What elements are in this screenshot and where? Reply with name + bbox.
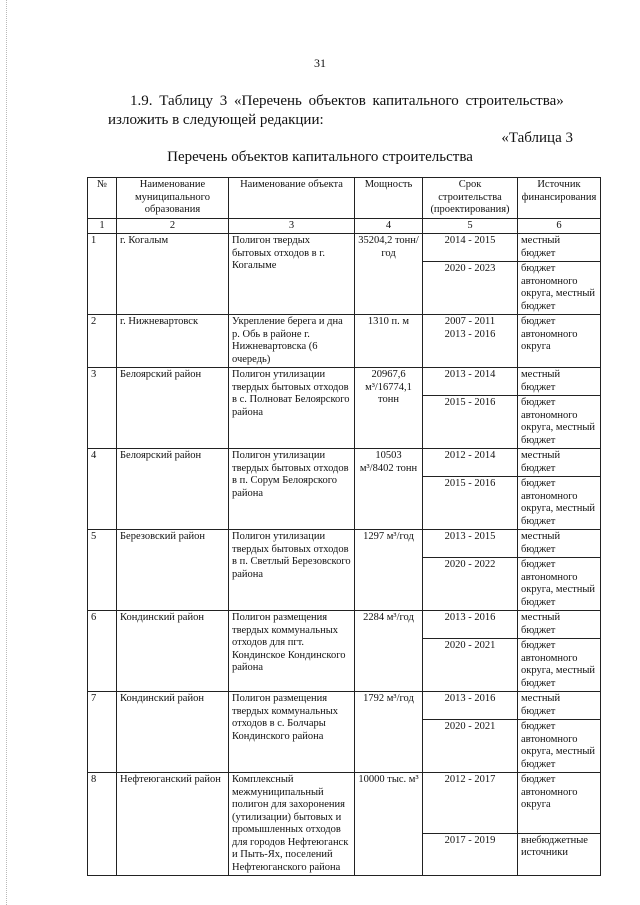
capacity-cell: 10503 м³/8402 тонн: [355, 449, 423, 530]
object-cell: Полигон утилизации твердых бытовых отходов в с. Полноват Белоярского района: [229, 368, 355, 449]
source-cell: местный бюджет: [518, 530, 601, 558]
intro-paragraph: [108, 92, 588, 130]
intro-line-2: изложить в следующей редакции:: [108, 112, 324, 128]
source-cell: местный бюджет: [518, 449, 601, 477]
source-cell: бюджет автономного округа, местный бюджет: [518, 396, 601, 449]
table-body: [88, 234, 601, 876]
capacity-cell: 20967,6 м³/16774,1 тонн: [355, 368, 423, 449]
table-row: [88, 692, 601, 720]
capacity-cell: 1297 м³/год: [355, 530, 423, 611]
table-title: Перечень объектов капитального строительства: [167, 149, 473, 165]
capacity-cell: 35204,2 тонн/год: [355, 234, 423, 315]
object-cell: Полигон размещения твердых коммунальных отходов для пгт. Кондинское Кондинского района: [229, 611, 355, 692]
table-row: [88, 368, 601, 396]
source-cell: местный бюджет: [518, 611, 601, 639]
object-cell: Комплексный межмуниципальный полигон для захоронения (утилизации) бытовых и промышленных отходов для городов Нефтеюганск и Пыть-Ях, поселений Нефтеюганского района: [229, 773, 355, 876]
row-number: 5: [88, 530, 117, 611]
source-cell: бюджет автономного округа, местный бюджет: [518, 477, 601, 530]
period-cell: 2014 - 2015: [423, 234, 518, 262]
page-edge-line: [6, 0, 8, 905]
header-municipality: Наименование муниципального образования: [117, 178, 229, 219]
header-capacity: Мощность: [355, 178, 423, 219]
object-cell: Укрепление берега и дна р. Обь в районе г. Нижневартовска (6 очередь): [229, 315, 355, 368]
municipality-cell: Белоярский район: [117, 368, 229, 449]
table-row: [88, 773, 601, 834]
object-cell: Полигон размещения твердых коммунальных отходов в с. Болчары Кондинского района: [229, 692, 355, 773]
municipality-cell: Кондинский район: [117, 692, 229, 773]
header-object: Наименование объекта: [229, 178, 355, 219]
municipality-cell: Белоярский район: [117, 449, 229, 530]
source-cell: бюджет автономного округа, местный бюджет: [518, 262, 601, 315]
period-cell: 2013 - 2016: [423, 692, 518, 720]
object-cell: Полигон утилизации твердых бытовых отходов в п. Светлый Березовского района: [229, 530, 355, 611]
header-num: №: [88, 178, 117, 219]
page-number: 31: [314, 56, 326, 70]
table-row: [88, 611, 601, 639]
header-period: Срок строительства (проектирования): [423, 178, 518, 219]
table-row: [88, 234, 601, 262]
intro-line-1: 1.9. Таблицу 3 «Перечень объектов капитального строительства»: [130, 93, 564, 109]
capacity-cell: 2284 м³/год: [355, 611, 423, 692]
period-cell: 2015 - 2016: [423, 477, 518, 530]
column-number: 3: [229, 218, 355, 234]
municipality-cell: Нефтеюганский район: [117, 773, 229, 876]
source-cell: бюджет автономного округа, местный бюджет: [518, 639, 601, 692]
capacity-cell: 10000 тыс. м³: [355, 773, 423, 876]
table-row: [88, 530, 601, 558]
capacity-cell: 1792 м³/год: [355, 692, 423, 773]
column-number: 5: [423, 218, 518, 234]
source-cell: местный бюджет: [518, 692, 601, 720]
source-cell: бюджет автономного округа, местный бюджет: [518, 558, 601, 611]
municipality-cell: Березовский район: [117, 530, 229, 611]
table-row: [88, 449, 601, 477]
row-number: 4: [88, 449, 117, 530]
period-cell: 2013 - 2016: [423, 611, 518, 639]
period-cell: 2017 - 2019: [423, 833, 518, 875]
source-cell: бюджет автономного округа: [518, 773, 601, 834]
row-number: 2: [88, 315, 117, 368]
period-cell: 2012 - 2014: [423, 449, 518, 477]
table-header-row: [88, 178, 601, 219]
period-cell: 2020 - 2023: [423, 262, 518, 315]
period-cell: 2013 - 2014: [423, 368, 518, 396]
municipality-cell: г. Нижневартовск: [117, 315, 229, 368]
period-cell: 2015 - 2016: [423, 396, 518, 449]
period-cell: 2007 - 2011 2013 - 2016: [423, 315, 518, 368]
row-number: 8: [88, 773, 117, 876]
source-cell: местный бюджет: [518, 368, 601, 396]
object-cell: Полигон утилизации твердых бытовых отходов в п. Сорум Белоярского района: [229, 449, 355, 530]
source-cell: местный бюджет: [518, 234, 601, 262]
source-cell: внебюджетные источники: [518, 833, 601, 875]
row-number: 1: [88, 234, 117, 315]
municipality-cell: Кондинский район: [117, 611, 229, 692]
table-row: [88, 315, 601, 368]
capacity-cell: 1310 п. м: [355, 315, 423, 368]
period-cell: 2020 - 2021: [423, 639, 518, 692]
row-number: 6: [88, 611, 117, 692]
period-cell: 2020 - 2022: [423, 558, 518, 611]
table-label: «Таблица 3: [501, 130, 573, 146]
row-number: 7: [88, 692, 117, 773]
object-cell: Полигон твердых бытовых отходов в г. Когалыме: [229, 234, 355, 315]
column-number-row: [88, 218, 601, 234]
source-cell: бюджет автономного округа: [518, 315, 601, 368]
column-number: 2: [117, 218, 229, 234]
period-cell: 2013 - 2015: [423, 530, 518, 558]
period-cell: 2012 - 2017: [423, 773, 518, 834]
period-cell: 2020 - 2021: [423, 720, 518, 773]
column-number: 1: [88, 218, 117, 234]
source-cell: бюджет автономного округа, местный бюджет: [518, 720, 601, 773]
municipality-cell: г. Когалым: [117, 234, 229, 315]
column-number: 6: [518, 218, 601, 234]
row-number: 3: [88, 368, 117, 449]
header-source: Источник финансирования: [518, 178, 601, 219]
objects-table: [87, 177, 601, 876]
column-number: 4: [355, 218, 423, 234]
